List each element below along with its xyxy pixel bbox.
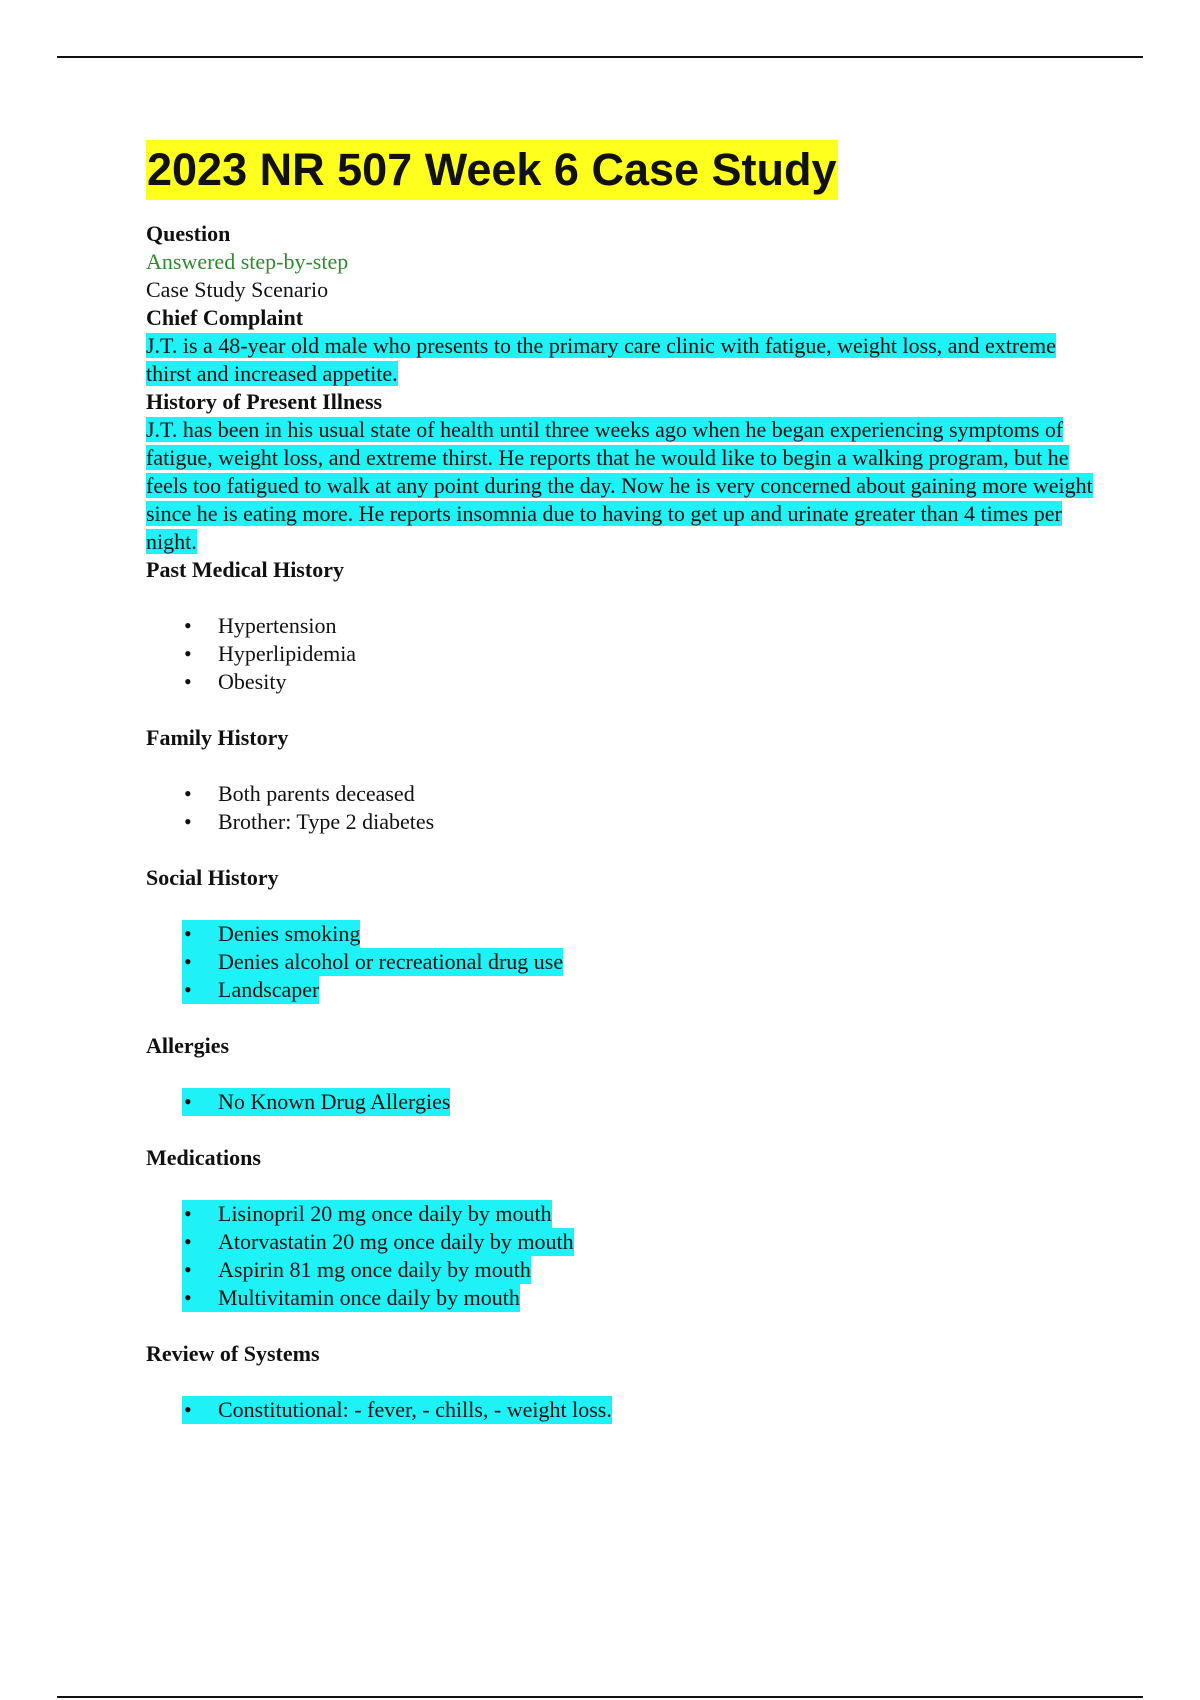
chief-complaint-text xyxy=(146,332,1106,388)
list-item: • Aspirin 81 mg once daily by mouth xyxy=(182,1256,1106,1284)
list-item: • Denies alcohol or recreational drug use xyxy=(182,948,1106,976)
document-title: 2023 NR 507 Week 6 Case Study xyxy=(146,140,838,200)
social-history-list xyxy=(146,920,1106,1004)
answered-label: Answered step-by-step xyxy=(146,249,349,274)
pmh-list xyxy=(146,612,1106,696)
list-item: • No Known Drug Allergies xyxy=(182,1088,1106,1116)
medications-list xyxy=(146,1200,1106,1312)
family-history-heading: Family History xyxy=(146,725,289,750)
hpi-text xyxy=(146,416,1106,556)
pmh-heading: Past Medical History xyxy=(146,557,344,582)
family-history-list xyxy=(146,780,1106,836)
bottom-rule xyxy=(57,1696,1143,1698)
hpi-highlight: J.T. has been in his usual state of health until three weeks ago when he began experiencing symptoms of fatigue, weight loss, and extreme thirst. He reports that he would like to begin a walking program, but he feels too fatigued to walk at any point during the day. Now he is very concerned about gaining more weight since he is eating more. He reports insomnia due to having to get up and urinate greater than 4 times per night. xyxy=(146,417,1093,554)
list-item: • Landscaper xyxy=(182,976,1106,1004)
allergies-list xyxy=(146,1088,1106,1116)
hpi-heading: History of Present Illness xyxy=(146,389,383,414)
list-item: • Lisinopril 20 mg once daily by mouth xyxy=(182,1200,1106,1228)
list-item: • Obesity xyxy=(182,668,1106,696)
medications-heading: Medications xyxy=(146,1145,261,1170)
list-item: • Multivitamin once daily by mouth xyxy=(182,1284,1106,1312)
social-history-heading: Social History xyxy=(146,865,279,890)
list-item: • Brother: Type 2 diabetes xyxy=(182,808,1106,836)
list-item: • Both parents deceased xyxy=(182,780,1106,808)
question-label: Question xyxy=(146,221,231,246)
list-item: • Constitutional: - fever, - chills, - weight loss. xyxy=(182,1396,1106,1424)
allergies-heading: Allergies xyxy=(146,1033,230,1058)
list-item: • Denies smoking xyxy=(182,920,1106,948)
list-item: • Atorvastatin 20 mg once daily by mouth xyxy=(182,1228,1106,1256)
top-rule xyxy=(57,56,1143,58)
document-page xyxy=(146,140,1106,1452)
chief-complaint-highlight: J.T. is a 48-year old male who presents to the primary care clinic with fatigue, weight loss, and extreme thirst and increased appetite. xyxy=(146,333,1056,386)
chief-complaint-heading: Chief Complaint xyxy=(146,305,304,330)
list-item: • Hyperlipidemia xyxy=(182,640,1106,668)
scenario-label: Case Study Scenario xyxy=(146,277,329,302)
list-item: • Hypertension xyxy=(182,612,1106,640)
review-of-systems-list xyxy=(146,1396,1106,1424)
review-of-systems-heading: Review of Systems xyxy=(146,1341,320,1366)
